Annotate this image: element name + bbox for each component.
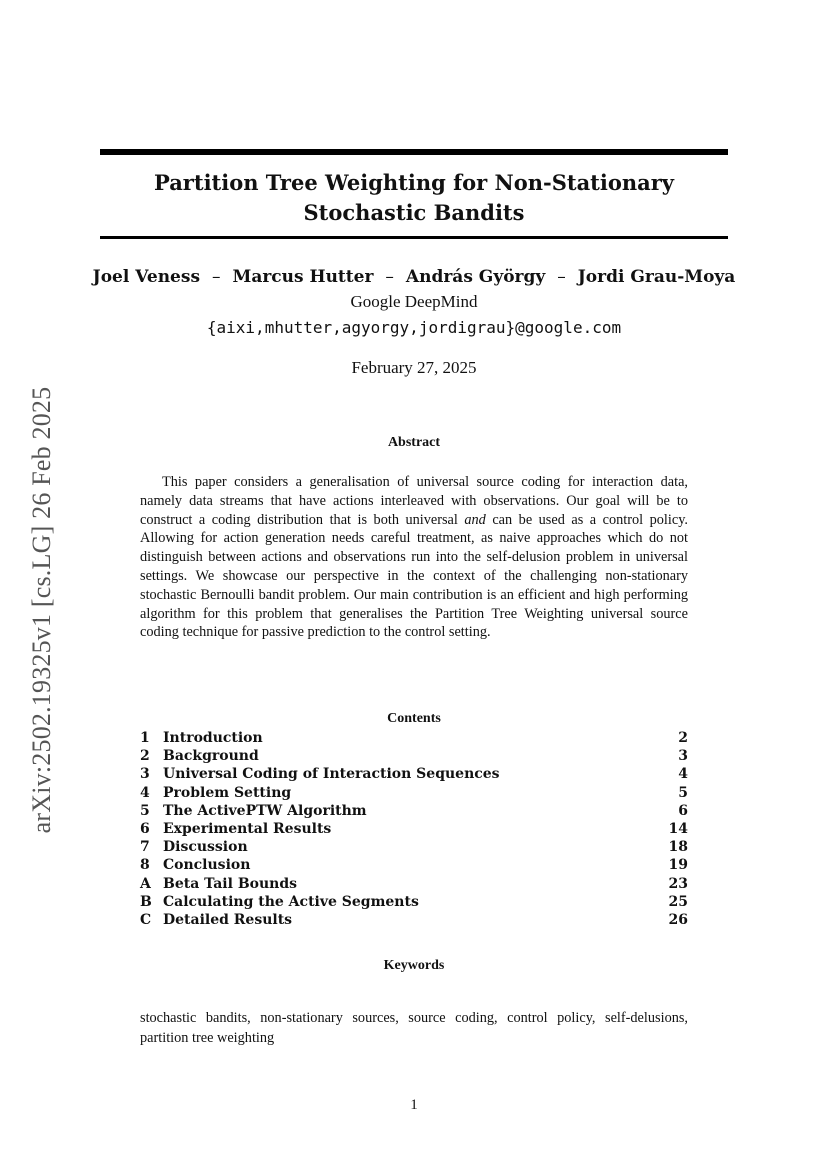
author-name: Joel Veness [92, 267, 201, 287]
toc-title: Experimental Results [163, 821, 332, 838]
toc-page: 25 [668, 893, 688, 910]
toc-entry[interactable] [140, 802, 688, 820]
author-emails: {aixi,mhutter,agyorgy,jordigrau}@google.com [206, 318, 622, 337]
author-name: András György [405, 267, 546, 287]
keywords-text: stochastic bandits, non-stationary sources, source coding, control policy, self-delusions, partition tree weighting [140, 1010, 688, 1046]
toc-entry[interactable] [140, 784, 688, 802]
paper-title [100, 168, 728, 228]
author-name: Jordi Grau-Moya [577, 267, 736, 287]
toc-entry[interactable] [140, 893, 688, 911]
table-of-contents [140, 729, 688, 929]
toc-number: 2 [140, 748, 150, 765]
toc-title: Background [163, 748, 259, 765]
toc-entry[interactable] [140, 820, 688, 838]
contents-heading: Contents [387, 711, 441, 726]
toc-title: Introduction [163, 730, 263, 747]
toc-entry[interactable] [140, 838, 688, 856]
affiliation: Google DeepMind [350, 292, 478, 311]
toc-entry[interactable] [140, 875, 688, 893]
title-line-2: Stochastic Bandits [303, 200, 525, 225]
toc-title: Calculating the Active Segments [163, 893, 419, 910]
toc-entry[interactable] [140, 911, 688, 929]
toc-number: 5 [140, 802, 150, 819]
abstract-part-2: can be used as a control policy. Allowing for action generation needs careful treatment, as naive approaches which do not distinguish between actions and observations run into the self-delusion problem in universal settings. We showcase our perspective in the context of the challenging non-stationary stochastic Bernoulli bandit problem. Our main contribution is an efficient and high performing algorithm for this problem that generalises the Partition Tree Weighting universal source coding technique for passive prediction to the control setting. [140, 511, 688, 641]
toc-page: 4 [678, 766, 688, 783]
toc-page: 18 [668, 839, 688, 856]
toc-entry[interactable] [140, 765, 688, 783]
toc-title: Detailed Results [163, 911, 293, 928]
toc-title: Discussion [163, 839, 248, 856]
toc-number: 3 [140, 766, 150, 783]
publication-date: February 27, 2025 [351, 358, 477, 377]
author-separator: – [212, 267, 221, 287]
toc-number: 7 [140, 839, 150, 856]
toc-number: 6 [140, 821, 150, 838]
toc-number: 1 [140, 730, 150, 747]
toc-page: 26 [668, 911, 688, 928]
toc-entry[interactable] [140, 747, 688, 765]
toc-page: 3 [678, 748, 688, 765]
toc-title: Conclusion [163, 857, 251, 874]
keywords-heading: Keywords [383, 958, 445, 973]
toc-entry[interactable] [140, 856, 688, 874]
author-list [40, 265, 788, 289]
page-number: 1 [410, 1097, 418, 1113]
toc-number: C [140, 911, 152, 928]
abstract-part-1: This paper considers a generalisation of universal source coding for interaction data, namely data streams that have actions interleaved with observations. Our goal will be to construct a coding distribution that is both universal [140, 474, 688, 528]
toc-number: 8 [140, 857, 150, 874]
author-name: Marcus Hutter [232, 267, 374, 287]
toc-entry[interactable] [140, 729, 688, 747]
arxiv-identifier: arXiv:2502.19325v1 [cs.LG] 26 Feb 2025 [27, 386, 56, 834]
abstract-text [140, 473, 688, 642]
toc-page: 2 [678, 730, 688, 747]
title-top-rule [100, 149, 728, 155]
author-separator: – [557, 267, 566, 287]
abstract-emphasis: and [464, 511, 486, 528]
author-separator: – [385, 267, 394, 287]
toc-page: 5 [678, 784, 688, 801]
toc-page: 23 [668, 875, 688, 892]
toc-number: B [140, 893, 152, 910]
toc-page: 6 [678, 802, 688, 819]
title-bottom-rule [100, 236, 728, 239]
toc-number: A [140, 875, 151, 892]
title-line-1: Partition Tree Weighting for Non-Stationary [153, 170, 675, 195]
toc-page: 19 [668, 857, 688, 874]
toc-title: Universal Coding of Interaction Sequences [163, 766, 500, 783]
toc-page: 14 [668, 821, 688, 838]
toc-title: Beta Tail Bounds [163, 875, 298, 892]
toc-title: The ActivePTW Algorithm [163, 802, 367, 819]
toc-number: 4 [140, 784, 150, 801]
abstract-heading: Abstract [387, 435, 441, 450]
toc-title: Problem Setting [163, 784, 292, 801]
arxiv-side-stamp [22, 365, 62, 855]
